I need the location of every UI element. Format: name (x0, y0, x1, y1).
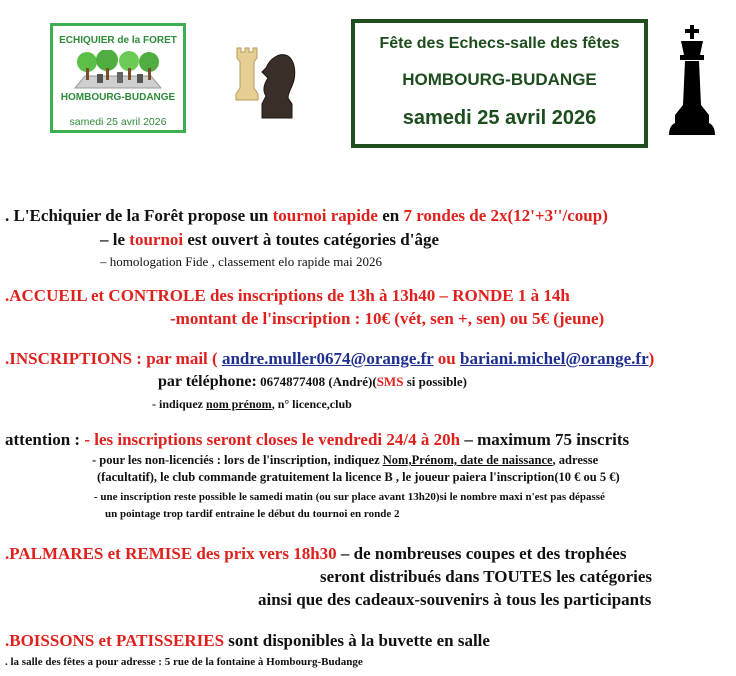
attention-line (5, 430, 629, 450)
banner-town: HOMBOURG-BUDANGE (402, 70, 597, 89)
phone-line (158, 373, 467, 391)
phone-number: 0674877408 (André)( (256, 374, 377, 389)
phone-label: par téléphone: (158, 373, 257, 390)
intro-text: . L'Echiquier de la Forêt propose un (5, 206, 273, 225)
deadline: - les inscriptions seront closes le vendredi 24/4 à 20h (84, 430, 461, 449)
palmares-line (5, 544, 626, 564)
address-line: . la salle des fêtes a pour adresse : 5 rue de la fontaine à Hombourg-Budange (5, 656, 363, 668)
accueil-line: .ACCUEIL et CONTROLE des inscriptions de 13h à 13h40 – RONDE 1 à 14h (5, 286, 570, 305)
licence-b-line: (facultatif), le club commande gratuitement la licence B , le joueur paiera l'inscription(10 € ou 5 €) (97, 470, 620, 484)
fee-line: -montant de l'inscription : 10€ (vét, sen +, sen) ou 5€ (jeune) (170, 309, 605, 328)
text-highlight: .BOISSONS et PATISSERIES (5, 631, 225, 650)
palmares-line-2: seront distribués dans TOUTES les catégories (320, 567, 653, 586)
age-categories-line (100, 230, 439, 250)
logo-club-name: ECHIQUIER de la FORET (59, 35, 177, 46)
text: – le (100, 230, 130, 249)
email-link-bariani[interactable]: bariani.michel@orange.fr (460, 349, 649, 368)
intro-text: en (377, 206, 404, 225)
max-participants: – maximum 75 inscrits (460, 430, 630, 449)
banner-event-title: Fête des Echecs-salle des fêtes (379, 35, 620, 52)
text: si possible) (403, 374, 468, 389)
logo-date: samedi 25 avril 2026 (69, 116, 167, 128)
banner-date: samedi 25 avril 2026 (402, 107, 597, 129)
text-highlight: tournoi (129, 230, 184, 249)
text-highlight: ) (648, 349, 655, 368)
text: est ouvert à toutes catégories d'âge (183, 230, 439, 249)
text: – de nombreuses coupes et des trophées (336, 544, 627, 563)
boissons-line (5, 631, 490, 651)
indicate-info-line (152, 397, 352, 412)
late-registration-line: - une inscription reste possible le samedi matin (ou sur place avant 13h20)si le nombre maxi n'est pas dépassé (94, 491, 605, 503)
event-banner (351, 19, 648, 148)
intro-line (5, 206, 608, 226)
palmares-line-3: ainsi que des cadeaux-souvenirs à tous les participants (258, 590, 652, 609)
text-underlined: nom prénom (206, 397, 272, 411)
text: sont disponibles à la buvette en salle (224, 631, 490, 650)
non-licensed-line (92, 453, 598, 468)
forest-chessboard-icon (67, 50, 169, 90)
late-checkin-line: un pointage trop tardif entraine le début du tournoi en ronde 2 (105, 508, 400, 520)
fide-homologation-line: – homologation Fide , classement elo rapide mai 2026 (100, 254, 382, 269)
text-highlight: .PALMARES et REMISE des prix vers 18h30 (5, 544, 337, 563)
text-highlight: SMS (376, 374, 404, 389)
logo-town: HOMBOURG-BUDANGE (60, 92, 176, 103)
inscriptions-line (5, 349, 654, 369)
rook-and-knight-icon (232, 40, 298, 122)
text-highlight: .INSCRIPTIONS : par mail ( (5, 349, 222, 368)
text-highlight: ou (433, 349, 461, 368)
text: - indiquez (152, 397, 207, 411)
tournament-type: tournoi rapide (272, 206, 378, 225)
text: - pour les non-licenciés : lors de l'inscription, indiquez (92, 453, 383, 467)
text-underlined: Nom,Prénom, date de naissance (382, 453, 553, 467)
club-logo (50, 23, 186, 133)
king-icon (667, 25, 717, 137)
rounds-format: 7 rondes de 2x(12'+3''/coup) (403, 206, 608, 225)
text: attention : (5, 430, 85, 449)
email-link-andre[interactable]: andre.muller0674@orange.fr (221, 349, 434, 368)
text: , adresse (552, 453, 599, 467)
text: , n° licence,club (271, 397, 352, 411)
